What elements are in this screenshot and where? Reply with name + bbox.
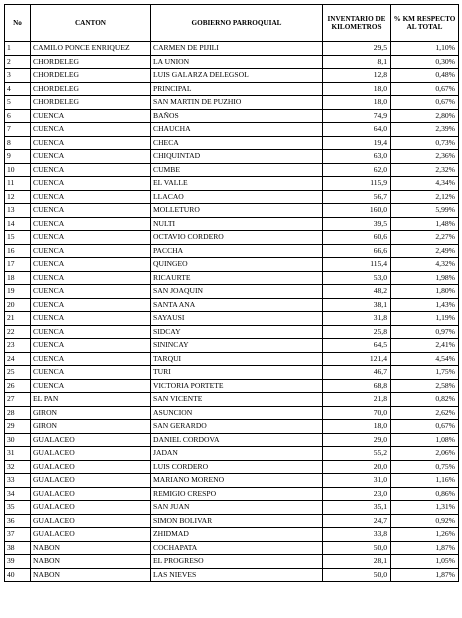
canton-cell: GUALACEO <box>31 460 151 474</box>
parroquia-cell: PRINCIPAL <box>151 82 323 96</box>
km-cell: 28,1 <box>323 555 391 569</box>
canton-cell: GUALACEO <box>31 433 151 447</box>
table-row <box>5 568 459 582</box>
pct-cell: 0,67% <box>391 82 459 96</box>
pct-cell: 2,32% <box>391 163 459 177</box>
canton-cell: CUENCA <box>31 163 151 177</box>
pct-cell: 4,34% <box>391 177 459 191</box>
table-row <box>5 555 459 569</box>
canton-cell: CHORDELEG <box>31 96 151 110</box>
km-cell: 31,8 <box>323 312 391 326</box>
km-cell: 53,0 <box>323 271 391 285</box>
parroquia-cell: CHAUCHA <box>151 123 323 137</box>
parroquia-cell: LUIS GALARZA DELEGSOL <box>151 69 323 83</box>
row-number: 5 <box>5 96 31 110</box>
canton-cell: CUENCA <box>31 244 151 258</box>
table-row <box>5 136 459 150</box>
pct-cell: 0,30% <box>391 55 459 69</box>
row-number: 22 <box>5 325 31 339</box>
pct-cell: 1,05% <box>391 555 459 569</box>
pct-cell: 2,06% <box>391 447 459 461</box>
pct-cell: 1,08% <box>391 433 459 447</box>
canton-cell: CHORDELEG <box>31 55 151 69</box>
parroquia-cell: OCTAVIO CORDERO <box>151 231 323 245</box>
table-row <box>5 460 459 474</box>
table-row <box>5 244 459 258</box>
pct-cell: 1,80% <box>391 285 459 299</box>
row-number: 34 <box>5 487 31 501</box>
pct-cell: 0,97% <box>391 325 459 339</box>
row-number: 35 <box>5 501 31 515</box>
parroquia-cell: COCHAPATA <box>151 541 323 555</box>
canton-cell: GUALACEO <box>31 487 151 501</box>
canton-cell: CUENCA <box>31 325 151 339</box>
row-number: 7 <box>5 123 31 137</box>
pct-cell: 1,31% <box>391 501 459 515</box>
canton-cell: CUENCA <box>31 271 151 285</box>
row-number: 11 <box>5 177 31 191</box>
canton-cell: CHORDELEG <box>31 69 151 83</box>
pct-cell: 4,32% <box>391 258 459 272</box>
table-row <box>5 433 459 447</box>
parroquia-cell: EL VALLE <box>151 177 323 191</box>
canton-cell: CHORDELEG <box>31 82 151 96</box>
km-cell: 160,0 <box>323 204 391 218</box>
km-cell: 62,0 <box>323 163 391 177</box>
row-number: 39 <box>5 555 31 569</box>
pct-cell: 2,80% <box>391 109 459 123</box>
parroquia-cell: EL PROGRESO <box>151 555 323 569</box>
parroquia-cell: CARMEN DE PIJILI <box>151 42 323 56</box>
km-cell: 115,9 <box>323 177 391 191</box>
km-cell: 121,4 <box>323 352 391 366</box>
km-cell: 56,7 <box>323 190 391 204</box>
row-number: 25 <box>5 366 31 380</box>
table-body <box>5 42 459 582</box>
km-cell: 68,8 <box>323 379 391 393</box>
km-cell: 115,4 <box>323 258 391 272</box>
pct-cell: 1,87% <box>391 568 459 582</box>
canton-cell: CUENCA <box>31 231 151 245</box>
parroquia-cell: ZHIDMAD <box>151 528 323 542</box>
canton-cell: CUENCA <box>31 177 151 191</box>
canton-cell: CUENCA <box>31 366 151 380</box>
table-row <box>5 231 459 245</box>
row-number: 10 <box>5 163 31 177</box>
km-cell: 12,8 <box>323 69 391 83</box>
canton-cell: CAMILO PONCE ENRIQUEZ <box>31 42 151 56</box>
canton-cell: CUENCA <box>31 285 151 299</box>
parroquia-cell: MARIANO MORENO <box>151 474 323 488</box>
km-cell: 55,2 <box>323 447 391 461</box>
canton-cell: GIRON <box>31 406 151 420</box>
table-row <box>5 96 459 110</box>
km-cell: 31,0 <box>323 474 391 488</box>
row-number: 32 <box>5 460 31 474</box>
row-number: 1 <box>5 42 31 56</box>
table-row <box>5 352 459 366</box>
row-number: 6 <box>5 109 31 123</box>
pct-cell: 0,82% <box>391 393 459 407</box>
pct-cell: 2,41% <box>391 339 459 353</box>
table-row <box>5 204 459 218</box>
canton-cell: GUALACEO <box>31 501 151 515</box>
row-number: 24 <box>5 352 31 366</box>
pct-cell: 1,16% <box>391 474 459 488</box>
pct-cell: 2,27% <box>391 231 459 245</box>
pct-cell: 2,62% <box>391 406 459 420</box>
row-number: 26 <box>5 379 31 393</box>
table-row <box>5 514 459 528</box>
km-cell: 74,9 <box>323 109 391 123</box>
canton-cell: CUENCA <box>31 352 151 366</box>
row-number: 33 <box>5 474 31 488</box>
km-cell: 29,5 <box>323 42 391 56</box>
table-row <box>5 69 459 83</box>
pct-cell: 2,12% <box>391 190 459 204</box>
table-row <box>5 447 459 461</box>
table-row <box>5 406 459 420</box>
pct-cell: 0,86% <box>391 487 459 501</box>
km-cell: 50,0 <box>323 541 391 555</box>
pct-cell: 2,49% <box>391 244 459 258</box>
pct-cell: 0,67% <box>391 96 459 110</box>
canton-cell: CUENCA <box>31 298 151 312</box>
km-cell: 48,2 <box>323 285 391 299</box>
row-number: 20 <box>5 298 31 312</box>
table-row <box>5 217 459 231</box>
parroquia-cell: DANIEL CORDOVA <box>151 433 323 447</box>
table-row <box>5 82 459 96</box>
km-inventory-table <box>4 4 459 582</box>
row-number: 40 <box>5 568 31 582</box>
table-row <box>5 474 459 488</box>
row-number: 2 <box>5 55 31 69</box>
table-row <box>5 190 459 204</box>
table-row <box>5 528 459 542</box>
canton-cell: CUENCA <box>31 339 151 353</box>
pct-cell: 1,19% <box>391 312 459 326</box>
table-row <box>5 177 459 191</box>
canton-cell: CUENCA <box>31 217 151 231</box>
parroquia-cell: LLACAO <box>151 190 323 204</box>
km-cell: 64,5 <box>323 339 391 353</box>
canton-cell: EL PAN <box>31 393 151 407</box>
km-cell: 46,7 <box>323 366 391 380</box>
parroquia-cell: SIMON BOLIVAR <box>151 514 323 528</box>
pct-cell: 2,36% <box>391 150 459 164</box>
parroquia-cell: SANTA ANA <box>151 298 323 312</box>
km-cell: 20,0 <box>323 460 391 474</box>
km-cell: 8,1 <box>323 55 391 69</box>
table-row <box>5 366 459 380</box>
parroquia-cell: SAN JOAQUIN <box>151 285 323 299</box>
row-number: 14 <box>5 217 31 231</box>
row-number: 37 <box>5 528 31 542</box>
km-cell: 24,7 <box>323 514 391 528</box>
row-number: 4 <box>5 82 31 96</box>
km-cell: 60,6 <box>323 231 391 245</box>
table-row <box>5 312 459 326</box>
header-no: No <box>5 5 31 42</box>
parroquia-cell: CHIQUINTAD <box>151 150 323 164</box>
canton-cell: GIRON <box>31 420 151 434</box>
header-parroquia: GOBIERNO PARROQUIAL <box>151 5 323 42</box>
parroquia-cell: JADAN <box>151 447 323 461</box>
canton-cell: NABON <box>31 541 151 555</box>
parroquia-cell: SAN JUAN <box>151 501 323 515</box>
canton-cell: CUENCA <box>31 379 151 393</box>
km-cell: 21,8 <box>323 393 391 407</box>
pct-cell: 1,75% <box>391 366 459 380</box>
parroquia-cell: SININCAY <box>151 339 323 353</box>
parroquia-cell: REMIGIO CRESPO <box>151 487 323 501</box>
table-row <box>5 393 459 407</box>
row-number: 3 <box>5 69 31 83</box>
row-number: 17 <box>5 258 31 272</box>
table-row <box>5 258 459 272</box>
pct-cell: 0,67% <box>391 420 459 434</box>
km-cell: 63,0 <box>323 150 391 164</box>
parroquia-cell: BAÑOS <box>151 109 323 123</box>
row-number: 16 <box>5 244 31 258</box>
canton-cell: GUALACEO <box>31 474 151 488</box>
table-row <box>5 123 459 137</box>
parroquia-cell: TURI <box>151 366 323 380</box>
header-pct: % KM RESPECTO AL TOTAL <box>391 5 459 42</box>
pct-cell: 0,92% <box>391 514 459 528</box>
parroquia-cell: MOLLETURO <box>151 204 323 218</box>
km-cell: 25,8 <box>323 325 391 339</box>
table-row <box>5 163 459 177</box>
row-number: 9 <box>5 150 31 164</box>
row-number: 15 <box>5 231 31 245</box>
parroquia-cell: CHECA <box>151 136 323 150</box>
row-number: 31 <box>5 447 31 461</box>
table-row <box>5 285 459 299</box>
table-row <box>5 42 459 56</box>
row-number: 29 <box>5 420 31 434</box>
pct-cell: 1,26% <box>391 528 459 542</box>
canton-cell: CUENCA <box>31 109 151 123</box>
table-row <box>5 541 459 555</box>
table-row <box>5 325 459 339</box>
table-row <box>5 298 459 312</box>
pct-cell: 0,48% <box>391 69 459 83</box>
km-cell: 18,0 <box>323 96 391 110</box>
pct-cell: 2,39% <box>391 123 459 137</box>
parroquia-cell: SIDCAY <box>151 325 323 339</box>
parroquia-cell: SAN MARTIN DE PUZHIO <box>151 96 323 110</box>
pct-cell: 0,75% <box>391 460 459 474</box>
row-number: 23 <box>5 339 31 353</box>
table-row <box>5 379 459 393</box>
pct-cell: 2,58% <box>391 379 459 393</box>
row-number: 28 <box>5 406 31 420</box>
pct-cell: 4,54% <box>391 352 459 366</box>
canton-cell: GUALACEO <box>31 514 151 528</box>
row-number: 18 <box>5 271 31 285</box>
row-number: 38 <box>5 541 31 555</box>
parroquia-cell: ASUNCION <box>151 406 323 420</box>
km-cell: 64,0 <box>323 123 391 137</box>
canton-cell: CUENCA <box>31 136 151 150</box>
parroquia-cell: VICTORIA PORTETE <box>151 379 323 393</box>
km-cell: 70,0 <box>323 406 391 420</box>
row-number: 21 <box>5 312 31 326</box>
canton-cell: CUENCA <box>31 190 151 204</box>
canton-cell: NABON <box>31 555 151 569</box>
parroquia-cell: LA UNION <box>151 55 323 69</box>
parroquia-cell: NULTI <box>151 217 323 231</box>
canton-cell: CUENCA <box>31 258 151 272</box>
canton-cell: NABON <box>31 568 151 582</box>
km-cell: 50,0 <box>323 568 391 582</box>
parroquia-cell: TARQUI <box>151 352 323 366</box>
table-row <box>5 501 459 515</box>
row-number: 8 <box>5 136 31 150</box>
km-cell: 18,0 <box>323 420 391 434</box>
km-cell: 23,0 <box>323 487 391 501</box>
parroquia-cell: QUINGEO <box>151 258 323 272</box>
canton-cell: GUALACEO <box>31 447 151 461</box>
table-row <box>5 339 459 353</box>
pct-cell: 1,98% <box>391 271 459 285</box>
km-cell: 18,0 <box>323 82 391 96</box>
km-cell: 29,0 <box>323 433 391 447</box>
header-km: INVENTARIO DE KILOMETROS <box>323 5 391 42</box>
canton-cell: CUENCA <box>31 123 151 137</box>
pct-cell: 1,10% <box>391 42 459 56</box>
row-number: 27 <box>5 393 31 407</box>
parroquia-cell: RICAURTE <box>151 271 323 285</box>
table-row <box>5 55 459 69</box>
km-cell: 66,6 <box>323 244 391 258</box>
parroquia-cell: SAN VICENTE <box>151 393 323 407</box>
parroquia-cell: CUMBE <box>151 163 323 177</box>
parroquia-cell: LUIS CORDERO <box>151 460 323 474</box>
pct-cell: 1,43% <box>391 298 459 312</box>
km-cell: 38,1 <box>323 298 391 312</box>
table-row <box>5 150 459 164</box>
km-cell: 35,1 <box>323 501 391 515</box>
header-row <box>5 5 459 42</box>
parroquia-cell: SAN GERARDO <box>151 420 323 434</box>
pct-cell: 5,99% <box>391 204 459 218</box>
table-row <box>5 271 459 285</box>
parroquia-cell: SAYAUSI <box>151 312 323 326</box>
km-cell: 33,8 <box>323 528 391 542</box>
parroquia-cell: LAS NIEVES <box>151 568 323 582</box>
pct-cell: 0,73% <box>391 136 459 150</box>
table-row <box>5 420 459 434</box>
canton-cell: GUALACEO <box>31 528 151 542</box>
canton-cell: CUENCA <box>31 312 151 326</box>
row-number: 36 <box>5 514 31 528</box>
row-number: 13 <box>5 204 31 218</box>
row-number: 30 <box>5 433 31 447</box>
header-canton: CANTON <box>31 5 151 42</box>
row-number: 12 <box>5 190 31 204</box>
parroquia-cell: PACCHA <box>151 244 323 258</box>
km-cell: 19,4 <box>323 136 391 150</box>
table-row <box>5 487 459 501</box>
pct-cell: 1,87% <box>391 541 459 555</box>
canton-cell: CUENCA <box>31 204 151 218</box>
km-cell: 39,5 <box>323 217 391 231</box>
table-row <box>5 109 459 123</box>
pct-cell: 1,48% <box>391 217 459 231</box>
row-number: 19 <box>5 285 31 299</box>
canton-cell: CUENCA <box>31 150 151 164</box>
